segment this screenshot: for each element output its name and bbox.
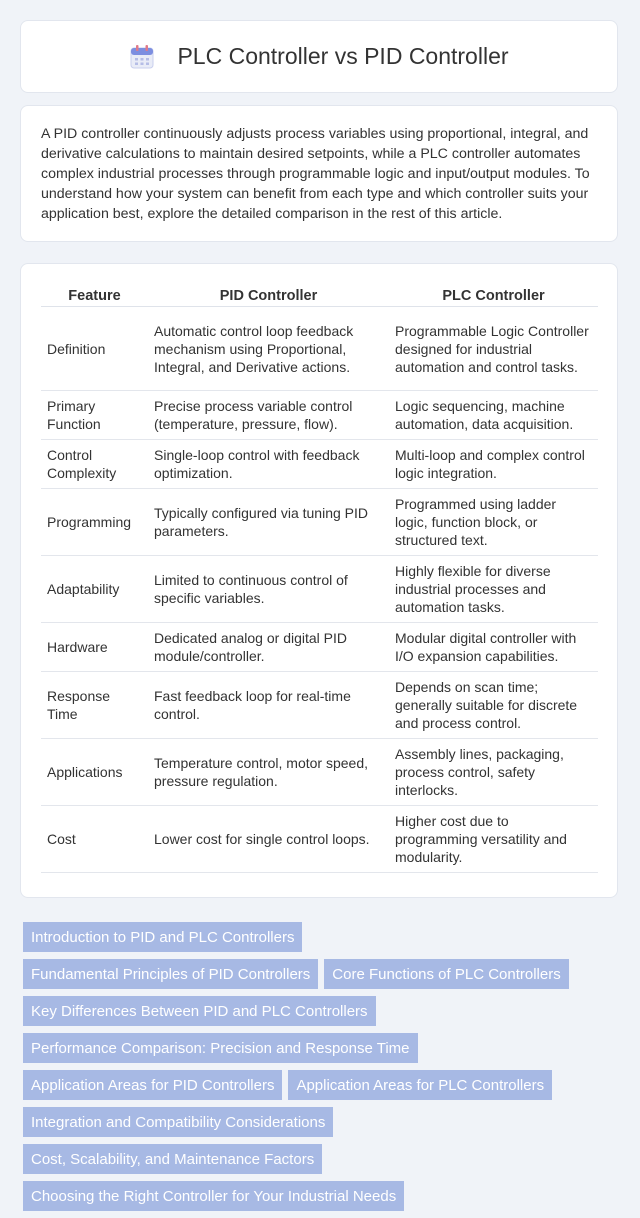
intro-text: A PID controller continuously adjusts process variables using proportional, integral, and derivative calculations to maintain desired setpoints, while a PLC controller automates complex industrial processes through programmable logic and input/output modules. To understand how your system can benefit from each type and which controller suits your application best, explore the detailed comparison in the rest of this article. [41, 126, 590, 222]
feature-cell: Hardware [41, 623, 148, 672]
table-row [41, 556, 598, 623]
topic-link[interactable]: Fundamental Principles of PID Controllers [23, 959, 318, 989]
plc-cell: Programmed using ladder logic, function block, or structured text. [389, 489, 598, 556]
pid-cell: Automatic control loop feedback mechanism using Proportional, Integral, and Derivative actions. [148, 307, 389, 391]
plc-cell: Modular digital controller with I/O expansion capabilities. [389, 623, 598, 672]
feature-cell: Definition [41, 307, 148, 391]
pid-cell: Temperature control, motor speed, pressure regulation. [148, 739, 389, 806]
pid-cell: Single-loop control with feedback optimization. [148, 440, 389, 489]
feature-cell: Cost [41, 806, 148, 873]
pid-cell: Dedicated analog or digital PID module/controller. [148, 623, 389, 672]
table-row [41, 672, 598, 739]
topic-link[interactable]: Core Functions of PLC Controllers [324, 959, 568, 989]
table-row [41, 391, 598, 440]
plc-cell: Highly flexible for diverse industrial processes and automation tasks. [389, 556, 598, 623]
comparison-table [41, 284, 598, 873]
table-row [41, 440, 598, 489]
topic-link[interactable]: Application Areas for PLC Controllers [288, 1070, 552, 1100]
feature-cell: Adaptability [41, 556, 148, 623]
plc-cell: Depends on scan time; generally suitable for discrete and process control. [389, 672, 598, 739]
topic-link[interactable]: Cost, Scalability, and Maintenance Factors [23, 1144, 322, 1174]
pid-cell: Typically configured via tuning PID parameters. [148, 489, 389, 556]
page-title: PLC Controller vs PID Controller [177, 43, 509, 69]
title-card [20, 20, 618, 93]
topic-link[interactable]: Performance Comparison: Precision and Response Time [23, 1033, 418, 1063]
topic-link[interactable]: Choosing the Right Controller for Your Industrial Needs [23, 1181, 404, 1211]
comparison-card [20, 263, 618, 898]
feature-cell: Control Complexity [41, 440, 148, 489]
topic-link[interactable]: Key Differences Between PID and PLC Controllers [23, 996, 376, 1026]
feature-cell: Response Time [41, 672, 148, 739]
topic-link[interactable]: Integration and Compatibility Considerations [23, 1107, 333, 1137]
table-header-row [41, 284, 598, 307]
table-row [41, 489, 598, 556]
topic-link[interactable]: Introduction to PID and PLC Controllers [23, 922, 302, 952]
table-row [41, 623, 598, 672]
feature-cell: Primary Function [41, 391, 148, 440]
pid-cell: Fast feedback loop for real-time control. [148, 672, 389, 739]
column-header-plc: PLC Controller [389, 284, 598, 307]
pid-cell: Lower cost for single control loops. [148, 806, 389, 873]
plc-cell: Multi-loop and complex control logic integration. [389, 440, 598, 489]
topic-links [23, 922, 623, 1218]
pid-cell: Precise process variable control (temperature, pressure, flow). [148, 391, 389, 440]
topic-link[interactable]: Application Areas for PID Controllers [23, 1070, 282, 1100]
column-header-pid: PID Controller [148, 284, 389, 307]
table-row [41, 739, 598, 806]
plc-cell: Higher cost due to programming versatility and modularity. [389, 806, 598, 873]
table-row [41, 307, 598, 391]
plc-cell: Programmable Logic Controller designed for industrial automation and control tasks. [389, 307, 598, 391]
table-row [41, 806, 598, 873]
plc-cell: Assembly lines, packaging, process control, safety interlocks. [389, 739, 598, 806]
column-header-feature: Feature [41, 284, 148, 307]
intro-card [20, 105, 618, 242]
plc-cell: Logic sequencing, machine automation, data acquisition. [389, 391, 598, 440]
calendar-icon [129, 44, 155, 70]
feature-cell: Programming [41, 489, 148, 556]
feature-cell: Applications [41, 739, 148, 806]
pid-cell: Limited to continuous control of specific variables. [148, 556, 389, 623]
